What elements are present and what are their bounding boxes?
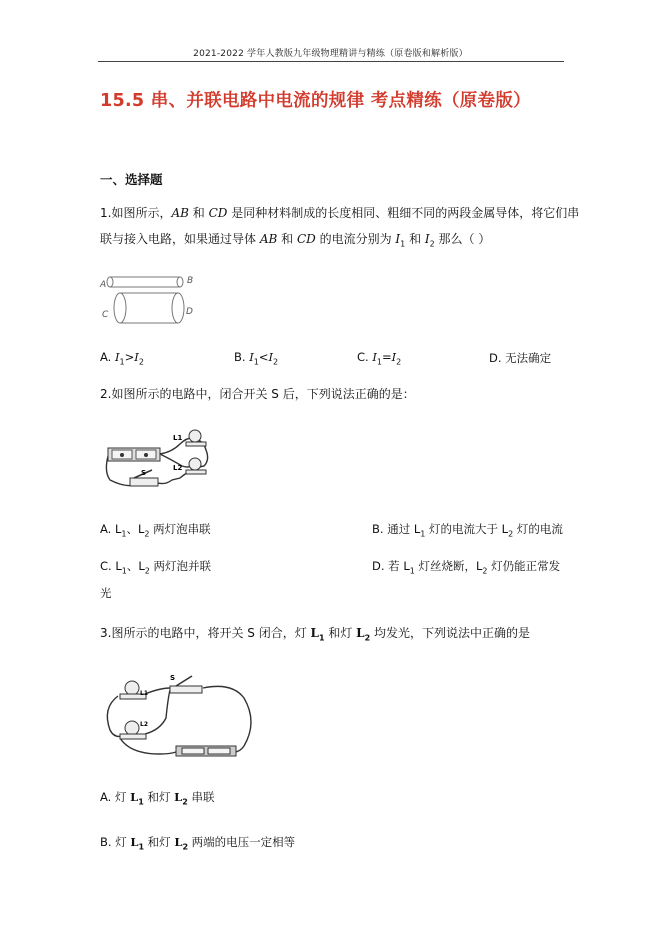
q1-option-c[interactable]: C. $I_1=I_2$ (357, 350, 402, 367)
section-heading: 一、选择题 (100, 172, 163, 187)
q2-option-d[interactable]: D. 若 $L_1$ 灯丝烧断，$L_2$ 灯仍能正常发 (372, 559, 561, 576)
label-l2: L2 (173, 464, 183, 472)
q2-option-b[interactable]: B. 通过 $L_1$ 灯的电流大于 $L_2$ 灯的电流 (372, 522, 563, 539)
label-l1: L1 (173, 434, 183, 442)
q2-option-a[interactable]: A. $L_1$、$L_2$ 两灯泡串联 (100, 522, 211, 539)
q1-stem-line1: 1.如图所示，AB 和 CD 是同种材料制成的长度相同、粗细不同的两段金属导体，将它们串 (100, 206, 580, 220)
label-d: D (186, 307, 193, 317)
q3-stem: 3.图所示的电路中，将开关 S 闭合，灯 $L_1$ 和灯 $L_2$ 均发光，下列说法中正确的是 (100, 626, 531, 643)
label-l1: L1 (140, 690, 148, 697)
q1-stem-line2: 联与接入电路，如果通过导体 AB 和 CD 的电流分别为 $I_1$ 和 $I_2$ 那么（ ） (100, 232, 491, 249)
label-b: B (187, 276, 194, 286)
q1-option-a[interactable]: A. $I_1>I_2$ (100, 350, 144, 367)
label-a: A (100, 280, 107, 290)
header-divider (98, 61, 564, 62)
q3-option-b[interactable]: B. 灯 $L_1$ 和灯 $L_2$ 两端的电压一定相等 (100, 835, 296, 852)
page-header: 2021-2022 学年人教版九年级物理精讲与精练（原卷版和解析版） (193, 49, 468, 59)
q2-stem: 2.如图所示的电路中，闭合开关 S 后，下列说法正确的是： (100, 387, 415, 401)
label-c: C (102, 310, 109, 320)
label-l2: L2 (140, 721, 148, 728)
q2-option-c[interactable]: C. $L_1$、$L_2$ 两灯泡并联 (100, 559, 212, 576)
q1-option-b[interactable]: B. $I_1<I_2$ (234, 350, 279, 367)
q3-option-a[interactable]: A. 灯 $L_1$ 和灯 $L_2$ 串联 (100, 790, 215, 807)
q1-option-d[interactable]: D. 无法确定 (489, 351, 552, 365)
q2-option-d-continued: 光 (100, 586, 112, 600)
q3-circuit-figure (100, 668, 265, 766)
label-s: S (141, 469, 147, 477)
page-title: 15.5 串、并联电路中电流的规律 考点精练（原卷版） (100, 91, 531, 111)
label-s: S (170, 674, 176, 682)
q2-circuit-figure (100, 420, 220, 498)
q1-conductor-figure (98, 268, 218, 338)
